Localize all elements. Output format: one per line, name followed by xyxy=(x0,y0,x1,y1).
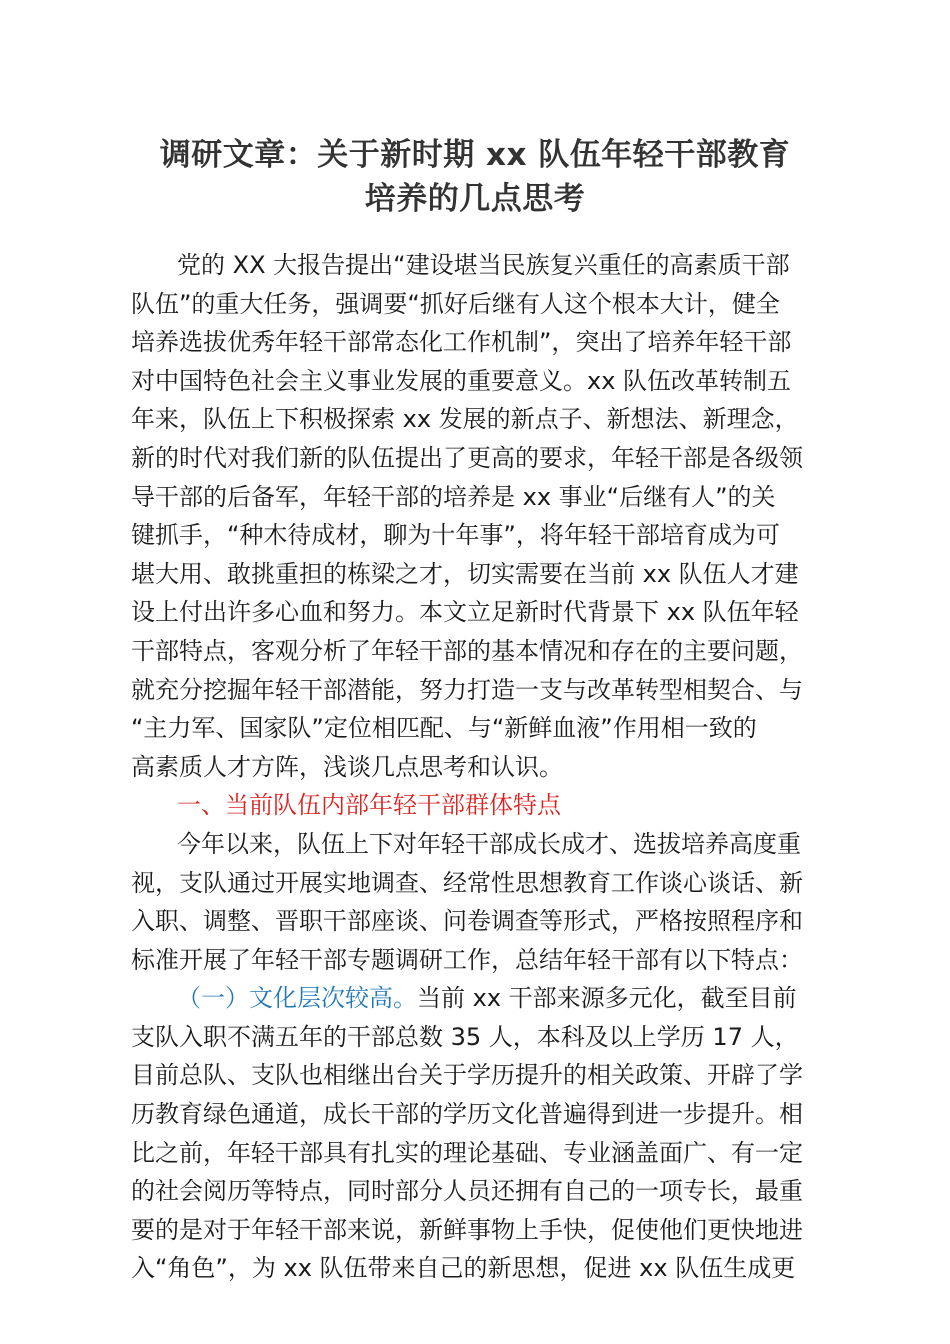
paragraph-line: 队伍”的重大任务，强调要“抓好后继有人这个根本大计，健全 xyxy=(131,289,780,318)
paragraph-line: 标准开展了年轻干部专题调研工作，总结年轻干部有以下特点： xyxy=(131,945,803,974)
paragraph-line: 高素质人才方阵，浅谈几点思考和认识。 xyxy=(131,752,563,781)
title-line-1: 调研文章：关于新时期 xx 队伍年轻干部教育 xyxy=(159,137,791,173)
paragraph-line: 目前总队、支队也相继出台关于学历提升的相关政策、开辟了学 xyxy=(131,1061,803,1090)
paragraph-line: 入职、调整、晋职干部座谈、问卷调查等形式，严格按照程序和 xyxy=(131,907,803,936)
paragraph-text: 当前 xx 干部来源多元化，截至目前 xyxy=(417,984,797,1013)
paragraph-line: 就充分挖掘年轻干部潜能，努力打造一支与改革转型相契合、与 xyxy=(131,675,803,704)
paragraph-line: 年来，队伍上下积极探索 xx 发展的新点子、新想法、新理念， xyxy=(131,405,799,434)
paragraph-line: 新的时代对我们新的队伍提出了更高的要求，年轻干部是各级领 xyxy=(131,443,803,472)
paragraph-line: 堪大用、敢挑重担的栋梁之才，切实需要在当前 xx 队伍人才建 xyxy=(131,559,799,588)
paragraph-line: 干部特点，客观分析了年轻干部的基本情况和存在的主要问题， xyxy=(131,636,803,665)
paragraph-line: 历教育绿色通道，成长干部的学历文化普遍得到进一步提升。相 xyxy=(131,1100,803,1129)
paragraph-line: 键抓手，“种木待成材，聊为十年事”，将年轻干部培育成为可 xyxy=(131,521,780,550)
subsection-heading: （一）文化层次较高。 xyxy=(177,984,417,1013)
document-title xyxy=(100,133,850,221)
paragraph-line: 的社会阅历等特点，同时部分人员还拥有自己的一项专长，最重 xyxy=(131,1177,803,1206)
document-body xyxy=(131,246,851,1288)
paragraph-line: 比之前，年轻干部具有扎实的理论基础、专业涵盖面广、有一定 xyxy=(131,1138,803,1167)
paragraph-line: 支队入职不满五年的干部总数 35 人，本科及以上学历 17 人， xyxy=(131,1022,799,1051)
paragraph-line: 对中国特色社会主义事业发展的重要意义。xx 队伍改革转制五 xyxy=(131,366,792,395)
paragraph-line: 培养选拔优秀年轻干部常态化工作机制”，突出了培养年轻干部 xyxy=(131,328,792,357)
paragraph-line xyxy=(131,979,851,1018)
paragraph-line: 党的 XX 大报告提出“建设堪当民族复兴重任的高素质干部 xyxy=(177,251,790,279)
title-line-2: 培养的几点思考 xyxy=(364,181,586,217)
paragraph-line: 要的是对于年轻干部来说，新鲜事物上手快，促使他们更快地进 xyxy=(131,1215,803,1244)
paragraph-line: 今年以来，队伍上下对年轻干部成长成才、选拔培养高度重 xyxy=(177,829,801,858)
section1-paragraph xyxy=(131,825,851,979)
subsection1-paragraph xyxy=(131,979,851,1288)
section-heading: 一、当前队伍内部年轻干部群体特点 xyxy=(177,791,561,820)
intro-paragraph xyxy=(131,246,851,786)
paragraph-line: 视，支队通过开展实地调查、经常性思想教育工作谈心谈话、新 xyxy=(131,868,803,897)
paragraph-line: 设上付出许多心血和努力。本文立足新时代背景下 xx 队伍年轻 xyxy=(131,598,799,627)
paragraph-line: 入“角色”，为 xx 队伍带来自己的新思想，促进 xx 队伍生成更 xyxy=(131,1254,796,1283)
paragraph-line: “主力军、国家队”定位相匹配、与“新鲜血液”作用相一致的 xyxy=(131,714,757,743)
paragraph-line: 导干部的后备军，年轻干部的培养是 xx 事业“后继有人”的关 xyxy=(131,482,776,511)
